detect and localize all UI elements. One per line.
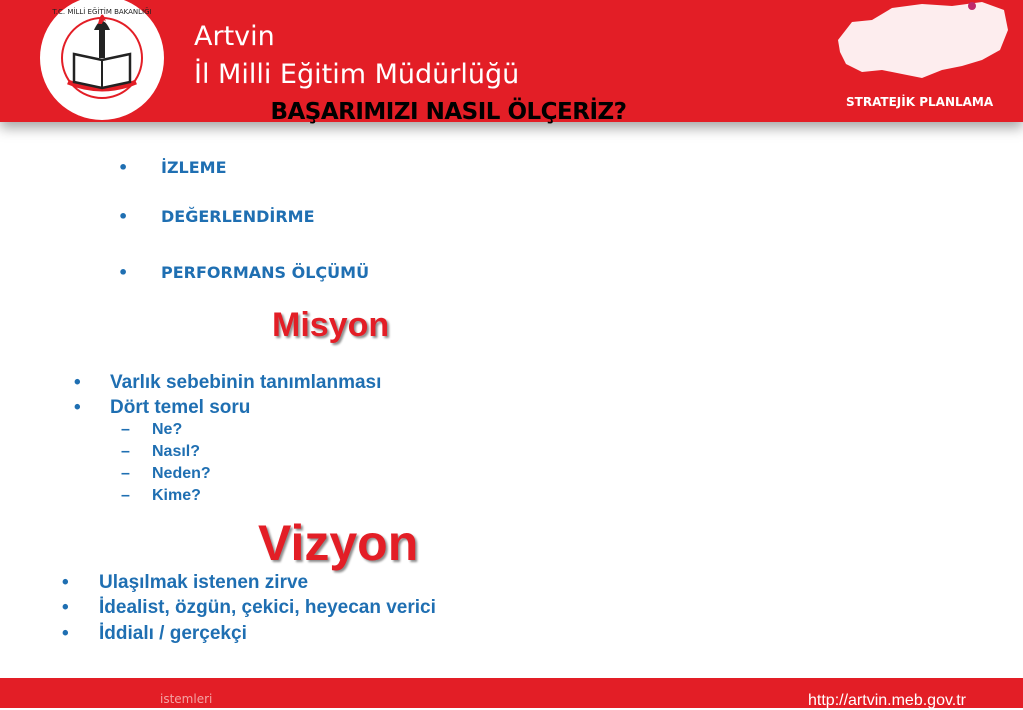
dash-icon: – <box>121 465 130 482</box>
list-item-label: DEĞERLENDİRME <box>161 207 315 226</box>
mission-heading: Misyon <box>272 306 390 344</box>
bullet-icon: • <box>118 158 129 177</box>
list-item-label: Nasıl? <box>152 443 201 460</box>
dash-icon: – <box>121 421 130 438</box>
list-item-label: İddialı / gerçekçi <box>99 623 247 644</box>
bullet-icon: • <box>62 597 69 618</box>
list-item-label: Ulaşılmak istenen zirve <box>99 572 309 593</box>
vision-heading: Vizyon <box>258 515 419 571</box>
list-item <box>62 597 436 619</box>
list-item-label: Varlık sebebinin tanımlanması <box>110 372 382 393</box>
list-item-label: İdealist, özgün, çekici, heyecan verici <box>99 597 436 618</box>
list-item <box>62 572 308 594</box>
org-line-2: İl Milli Eğitim Müdürlüğü <box>194 59 520 90</box>
list-item <box>74 397 250 419</box>
list-item <box>121 421 182 439</box>
list-item <box>118 158 227 177</box>
page-title: BAŞARIMIZI NASIL ÖLÇERİZ? <box>270 99 627 125</box>
list-item <box>121 443 200 461</box>
dash-icon: – <box>121 443 130 460</box>
list-item <box>121 465 211 483</box>
list-item <box>118 263 369 282</box>
bullet-icon: • <box>62 572 69 593</box>
logo-text: T.C. MİLLİ EĞİTİM BAKANLIĞI <box>52 8 152 16</box>
strategy-label: STRATEJİK PLANLAMA <box>846 95 994 109</box>
list-item-label: Neden? <box>152 465 211 482</box>
list-item <box>118 207 315 226</box>
bullet-icon: • <box>62 623 69 644</box>
organization-name <box>194 18 519 94</box>
bullet-icon: • <box>118 207 129 226</box>
bullet-icon: • <box>74 372 81 393</box>
list-item-label: PERFORMANS ÖLÇÜMÜ <box>161 263 370 282</box>
footer-bar <box>0 678 1023 708</box>
website-link[interactable]: http://artvin.meb.gov.tr <box>808 692 966 709</box>
list-item-label: İZLEME <box>161 158 227 177</box>
list-item-label: Ne? <box>152 421 183 438</box>
list-item-label: Kime? <box>152 487 201 504</box>
bullet-icon: • <box>74 397 81 418</box>
footer-faint-text: istemleri <box>160 692 213 706</box>
list-item <box>121 487 201 505</box>
org-line-1: Artvin <box>194 21 275 52</box>
list-item <box>74 372 381 394</box>
dash-icon: – <box>121 487 130 504</box>
list-item-label: Dört temel soru <box>110 397 251 418</box>
bullet-icon: • <box>118 263 129 282</box>
list-item <box>62 623 247 645</box>
turkey-map-icon <box>832 0 1012 82</box>
